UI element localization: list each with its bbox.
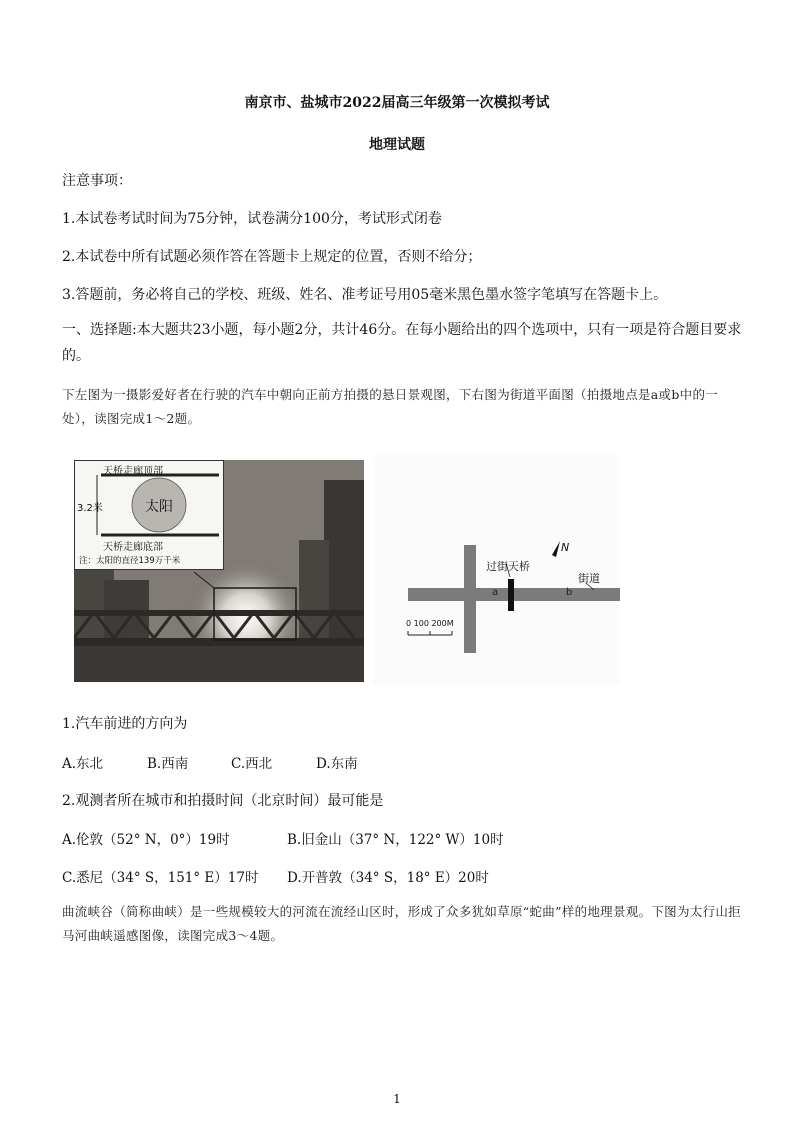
inset-bottom-label: 天桥走廊底部 <box>103 542 163 553</box>
notice-item-2: 2.本试卷中所有试题必须作答在答题卡上规定的位置，否则不给分； <box>62 249 482 265</box>
sun-inset <box>74 460 224 570</box>
section-intro: 一、选择题:本大题共23小题，每小题2分，共计46分。在每小题给出的四个选项中，只有一项是符合题目要求的。 <box>62 322 742 364</box>
bridge-label: 过街天桥 <box>486 560 530 573</box>
notice-item-1: 1.本试卷考试时间为75分钟，试卷满分100分，考试形式闭卷 <box>62 211 442 227</box>
material-text-1: 下左图为一摄影爱好者在行驶的汽车中朝向正前方拍摄的悬日景观图，下右图为街道平面图（拍摄地点是a或b中的一处），读图完成1～2题。 <box>62 387 719 426</box>
notice-heading: 注意事项： <box>62 173 132 189</box>
exam-subtitle: 地理试题 <box>369 137 425 153</box>
q1-option-d[interactable]: D.东南 <box>316 756 358 772</box>
notice-item-3: 3.答题前，务必将自己的学校、班级、姓名、准考证号用05毫米黑色墨水签字笔填写在答题卡上。 <box>62 287 668 303</box>
street-label: 街道 <box>578 572 600 585</box>
question-1-stem: 1.汽车前进的方向为 <box>62 716 188 732</box>
scale-bar-label: 0 100 200M <box>406 619 454 628</box>
inset-sun-label: 太阳 <box>145 499 173 515</box>
q2-option-d[interactable]: D.开普敦（34° S，18° E）20时 <box>287 870 489 886</box>
page-number: 1 <box>393 1092 401 1106</box>
point-b-label: b <box>566 587 573 598</box>
q2-option-b[interactable]: B.旧金山（37° N，122° W）10时 <box>287 832 504 848</box>
q1-option-c[interactable]: C.西北 <box>231 756 273 772</box>
question-2-stem: 2.观测者所在城市和拍摄时间（北京时间）最可能是 <box>62 793 384 809</box>
street-map <box>372 455 620 685</box>
q2-option-c[interactable]: C.悉尼（34° S，151° E）17时 <box>62 870 259 886</box>
q1-option-a[interactable]: A.东北 <box>62 756 104 772</box>
north-arrow-label: N <box>561 541 570 554</box>
inset-note: 注：太阳的直径139万千米 <box>79 556 181 566</box>
exam-title: 南京市、盐城市2022届高三年级第一次模拟考试 <box>244 95 550 111</box>
material-text-2: 曲流峡谷（简称曲峡）是一些规模较大的河流在流经山区时，形成了众多犹如草原“蛇曲”样的地理景观。下图为太行山拒马河曲峡遥感图像，读图完成3～4题。 <box>62 904 741 943</box>
q2-option-a[interactable]: A.伦敦（52° N，0°）19时 <box>62 832 230 848</box>
inset-top-label: 天桥走廊顶部 <box>103 466 163 477</box>
inset-height-label: 3.2米 <box>77 503 103 514</box>
point-a-label: a <box>492 587 499 598</box>
q1-option-b[interactable]: B.西南 <box>147 756 189 772</box>
